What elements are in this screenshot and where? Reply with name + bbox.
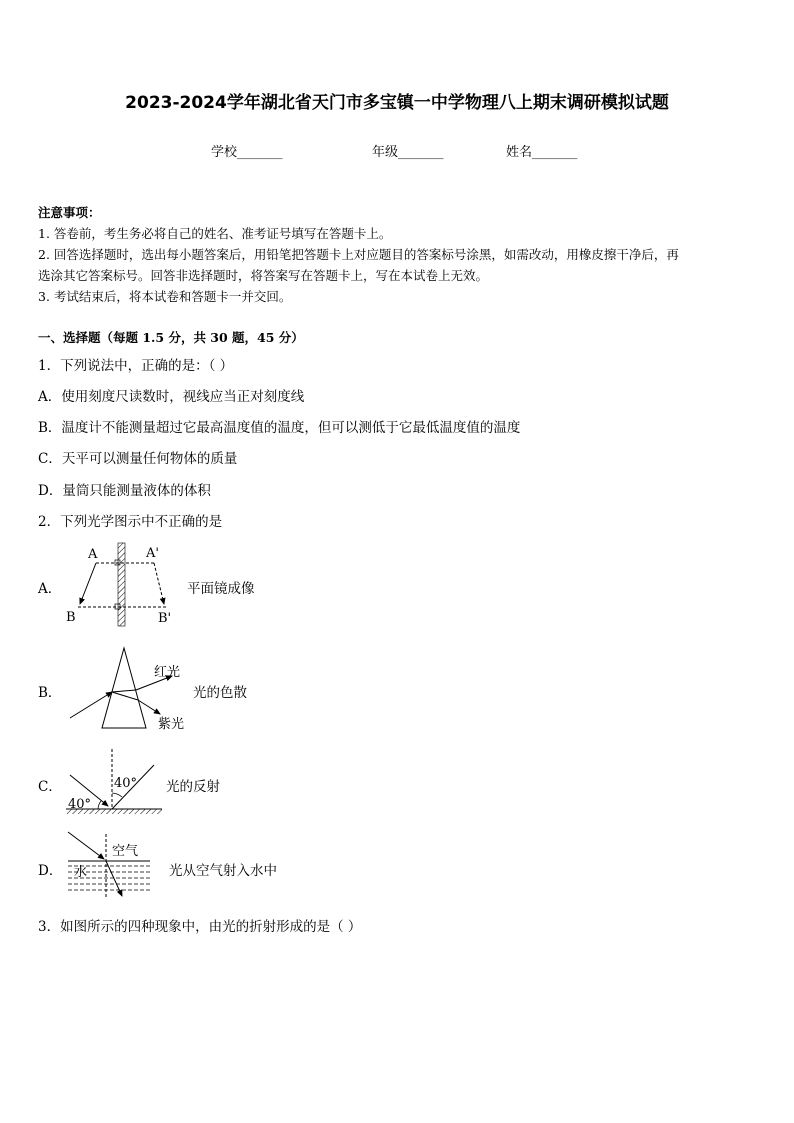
q2-stem: 2．下列光学图示中不正确的是 bbox=[38, 514, 223, 530]
school-field: 学校_______ bbox=[211, 145, 283, 160]
page-title: 2023-2024学年湖北省天门市多宝镇一中学物理八上期末调研模拟试题 bbox=[125, 93, 669, 113]
plane-mirror-diagram bbox=[58, 540, 188, 630]
notice-item-1: 1. 答卷前，考生务必将自己的姓名、准考证号填写在答题卡上。 bbox=[38, 226, 392, 241]
label-b: B bbox=[66, 610, 76, 625]
notice-item-2-cont: 选涂其它答案标号。回答非选择题时，将答案写在答题卡上，写在本试卷上无效。 bbox=[38, 268, 489, 283]
q3-stem: 3．如图所示的四种现象中，由光的折射形成的是（ ） bbox=[38, 919, 362, 935]
mirror bbox=[118, 543, 125, 626]
q2-option-a-letter: A． bbox=[38, 581, 62, 597]
q2-option-d-letter: D． bbox=[38, 863, 63, 879]
q1-option-d: D．量筒只能测量液体的体积 bbox=[38, 483, 211, 499]
grade-field: 年级_______ bbox=[372, 145, 444, 160]
label-red-light: 红光 bbox=[154, 665, 181, 680]
q2-option-d-caption: 光从空气射入水中 bbox=[169, 863, 277, 879]
notice-heading: 注意事项： bbox=[38, 205, 101, 220]
label-reflect-angle: 40° bbox=[114, 776, 138, 791]
label-a: A bbox=[88, 547, 98, 562]
label-water: 水 bbox=[74, 865, 88, 880]
notice-item-2: 2. 回答选择题时，选出每小题答案后，用铅笔把答题卡上对应题目的答案标号涂黑，如需改动，用橡皮擦干净后，再 bbox=[38, 247, 679, 262]
q1-option-a: A．使用刻度尺读数时，视线应当正对刻度线 bbox=[38, 389, 305, 405]
prism bbox=[102, 648, 146, 728]
q2-option-c-letter: C． bbox=[38, 779, 62, 795]
q1-option-c: C．天平可以测量任何物体的质量 bbox=[38, 451, 238, 467]
label-air: 空气 bbox=[112, 844, 139, 859]
prism-dispersion-diagram bbox=[62, 640, 197, 735]
label-violet-light: 紫光 bbox=[158, 717, 185, 732]
q2-option-b-caption: 光的色散 bbox=[193, 685, 247, 701]
refraction-diagram bbox=[62, 828, 162, 900]
label-incident-angle: 40° bbox=[68, 797, 92, 812]
q1-stem: 1．下列说法中，正确的是：（ ） bbox=[38, 358, 234, 374]
q2-option-c-caption: 光的反射 bbox=[166, 779, 220, 795]
section-heading: 一、选择题（每题 1.5 分，共 30 题，45 分） bbox=[38, 330, 304, 345]
reflection-diagram bbox=[62, 745, 172, 815]
q2-option-b-letter: B． bbox=[38, 685, 62, 701]
label-b-prime: B' bbox=[158, 611, 172, 626]
notice-item-3: 3. 考试结束后，将本试卷和答题卡一并交回。 bbox=[38, 289, 292, 304]
label-a-prime: A' bbox=[146, 546, 159, 561]
name-field: 姓名_______ bbox=[506, 145, 578, 160]
q2-option-a-caption: 平面镜成像 bbox=[187, 581, 255, 597]
q1-option-b: B．温度计不能测量超过它最高温度值的温度，但可以测低于它最低温度值的温度 bbox=[38, 420, 521, 436]
